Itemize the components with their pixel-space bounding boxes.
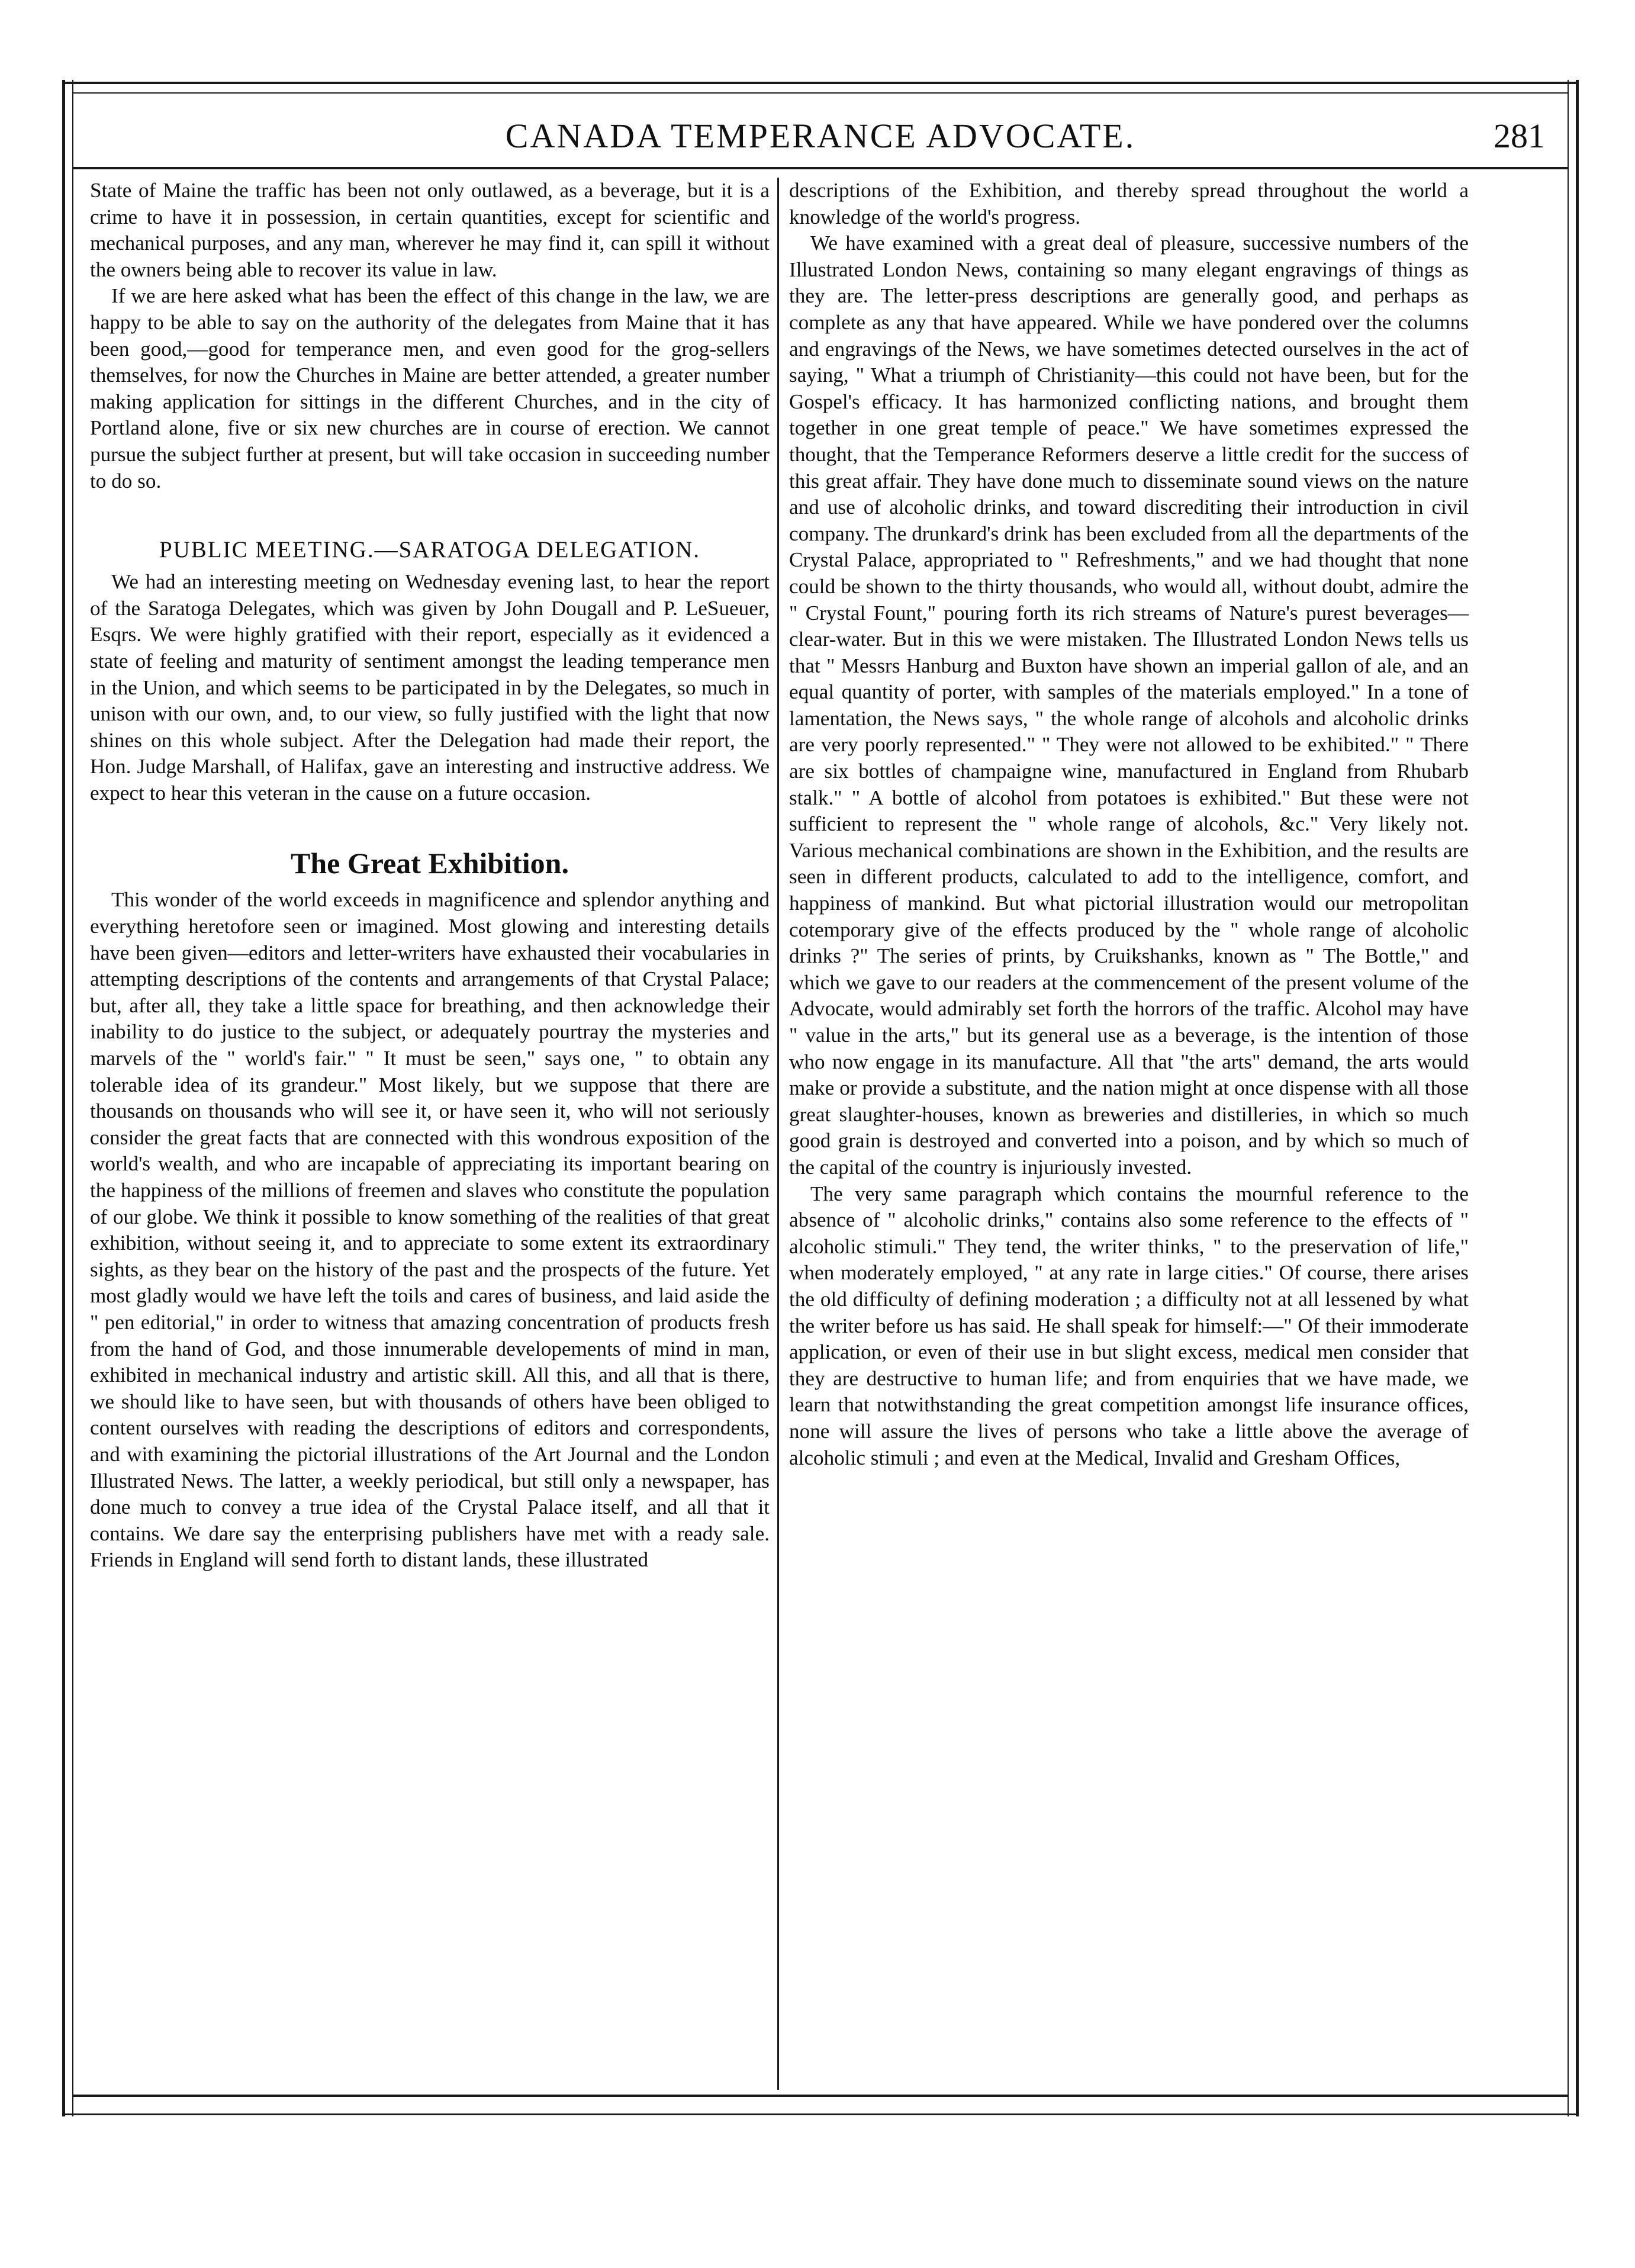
section-heading: PUBLIC MEETING.—SARATOGA DELEGATION.: [159, 537, 701, 563]
publication-title: CANADA TEMPERANCE ADVOCATE.: [505, 117, 1136, 155]
page-number: 281: [1494, 117, 1545, 155]
section-heading: The Great Exhibition.: [291, 847, 569, 880]
article-paragraph: We had an interesting meeting on Wednesday evening last, to hear the report of the Saratoga Delegates, which was given by John Dougall and P. LeSueuer, Esqrs. We were highly gratified with their report, especially as it evidenced a state of feeling and maturity of sentiment amongst the leading temperance men in the Union, and which seems to be participated in by the Delegates, so much in unison with our own, and, to our view, so fully justified with the light that now shines on this whole subject. After the Delegation had made their report, the Hon. Judge Marshall, of Halifax, gave an interesting and instructive address. We expect to hear this veteran in the cause on a future occasion.: [90, 570, 770, 805]
article-paragraph: descriptions of the Exhibition, and thereby spread throughout the world a knowledge of the world's progress.: [789, 179, 1469, 229]
border-rule-left: [62, 80, 65, 2116]
border-rule-left-inner: [72, 80, 73, 2116]
column-divider: [777, 178, 779, 2090]
article-paragraph: We have examined with a great deal of pleasure, successive numbers of the Illustrated London News, containing so many elegant engravings of things as they are. The letter-press descriptions are generally good, and perhaps as complete as any that have appeared. While we have pondered over the columns and engravings of the News, we have sometimes detected ourselves in the act of saying, " What a triumph of Christianity—this could not have been, but for the Gospel's efficacy. It has harmonized conflicting nations, and brought them together in one great temple of peace." We have sometimes expressed the thought, that the Temperance Reformers deserve a little credit for the success of this great affair. They have done much to disseminate sound views on the nature and use of alcoholic drinks, and toward discrediting their introduction in civil company. The drunkard's drink has been excluded from all the departments of the Crystal Palace, appropriated to " Refreshments," and we had thought that none could be shown to the thirty thousands, who would all, without doubt, admire the " Crystal Fount," pouring forth its rich streams of Nature's purest beverages—clear-water. But in this we were mistaken. The Illustrated London News tells us that " Messrs Hanburg and Buxton have shown an imperial gallon of ale, and an equal quantity of porter, with samples of the materials employed." In a tone of lamentation, the News says, " the whole range of alcohols and alcoholic drinks are very poorly represented." " They were not allowed to be exhibited." " There are six bottles of champaigne wine, manufactured in England from Rhubarb stalk." " A bottle of alcohol from potatoes is exhibited." But these were not sufficient to represent the " whole range of alcohols, &c." Very likely not. Various mechanical combinations are shown in the Exhibition, and the results are seen in different products, calculated to add to the intelligence, comfort, and happiness of mankind. But what pictorial illustration would our metropolitan cotemporary give of the effects produced by the " whole range of alcoholic drinks ?" The series of prints, by Cruikshanks, known as " The Bottle," and which we gave to our readers at the commencement of the present volume of the Advocate, would admirably set forth the horrors of the traffic. Alcohol may have " value in the arts," but its general use as a beverage, is the intention of those who now engage in its manufacture. All that "the arts" demand, the arts would make or provide a substitute, and the nation might at once dispense with all those great slaughter-houses, known as breweries and distilleries, in which so much good grain is destroyed and converted into a poison, and by which so much of the capital of the country is injuriously invested.: [789, 231, 1469, 1179]
border-rule-right-inner: [1568, 80, 1569, 2116]
border-rule-top-inner: [72, 92, 1569, 94]
article-paragraph: State of Maine the traffic has been not only outlawed, as a beverage, but it is a crime to have it in possession, in certain quantities, except for scientific and mechanical purposes, and any man, wherever he may find it, can spill it without the owners being able to recover its value in law.: [90, 179, 770, 281]
article-paragraph: If we are here asked what has been the effect of this change in the law, we are happy to be able to say on the authority of the delegates from Maine that it has been good,—good for temperance men, and even good for the grog-sellers themselves, for now the Churches in Maine are better attended, a greater number making application for sittings in the different Churches, and in the city of Portland alone, five or six new churches are in course of erection. We cannot pursue the subject further at present, but will take occasion in succeeding number to do so.: [90, 284, 770, 493]
header-rule: [72, 167, 1569, 169]
border-rule-bottom: [62, 2113, 1579, 2115]
article-paragraph: This wonder of the world exceeds in magnificence and splendor anything and everything heretofore seen or imagined. Most glowing and interesting details have been given—editors and letter-writers have exhausted their vocabularies in attempting descriptions of the contents and arrangements of that Crystal Palace; but, after all, they take a little space for breathing, and then acknowledge their inability to do justice to the subject, or adequately pourtray the mysteries and marvels of the " world's fair." " It must be seen," says one, " to obtain any tolerable idea of its grandeur." Most likely, but we suppose that there are thousands on thousands who will see it, or have seen it, who will not seriously consider the great facts that are connected with this wondrous exposition of the world's wealth, and who are incapable of appreciating its important bearing on the happiness of the millions of freemen and slaves who constitute the population of our globe. We think it possible to know something of the realities of that great exhibition, without seeing it, and to appreciate to some extent its extraordinary sights, as they bear on the history of the past and the prospects of the future. Yet most gladly would we have left the toils and cares of business, and laid aside the " pen editorial," in order to witness that amazing concentration of products fresh from the hand of God, and those innumerable developements of mind in man, exhibited in mechanical industry and artistic skill. All this, and all that is there, we should like to have seen, but with thousands of others have been obliged to content ourselves with reading the descriptions of editors and correspondents, and with examining the pictorial illustrations of the Art Journal and the London Illustrated News. The latter, a weekly periodical, but still only a newspaper, has done much to convey a true idea of the Crystal Palace itself, and all that it contains. We dare say the enterprising publishers have met with a ready sale. Friends in England will send forth to distant lands, these illustrated: [90, 888, 770, 1572]
border-rule-right: [1576, 80, 1579, 2116]
article-paragraph: The very same paragraph which contains the mournful reference to the absence of " alcoholic drinks," contains also some reference to the effects of " alcoholic stimuli." They tend, the writer thinks, " to the preservation of life," when moderately employed, " at any rate in large cities." Of course, there arises the old difficulty of defining moderation ; a difficulty not at all lessened by what the writer before us has said. He shall speak for himself:—" Of their immoderate application, or even of their use in but slight excess, medical men consider that they are destructive to human life; and from enquiries that we have made, we learn that notwithstanding the great competition amongst life insurance offices, none will assure the lives of persons who take a little above the average of alcoholic stimuli ; and even at the Medical, Invalid and Gresham Offices,: [789, 1182, 1469, 1469]
left-column: [90, 178, 770, 1574]
border-rule-top: [62, 82, 1579, 84]
running-head: [72, 112, 1569, 160]
right-column: [789, 178, 1469, 1471]
border-rule-bottom-inner: [72, 2095, 1569, 2097]
